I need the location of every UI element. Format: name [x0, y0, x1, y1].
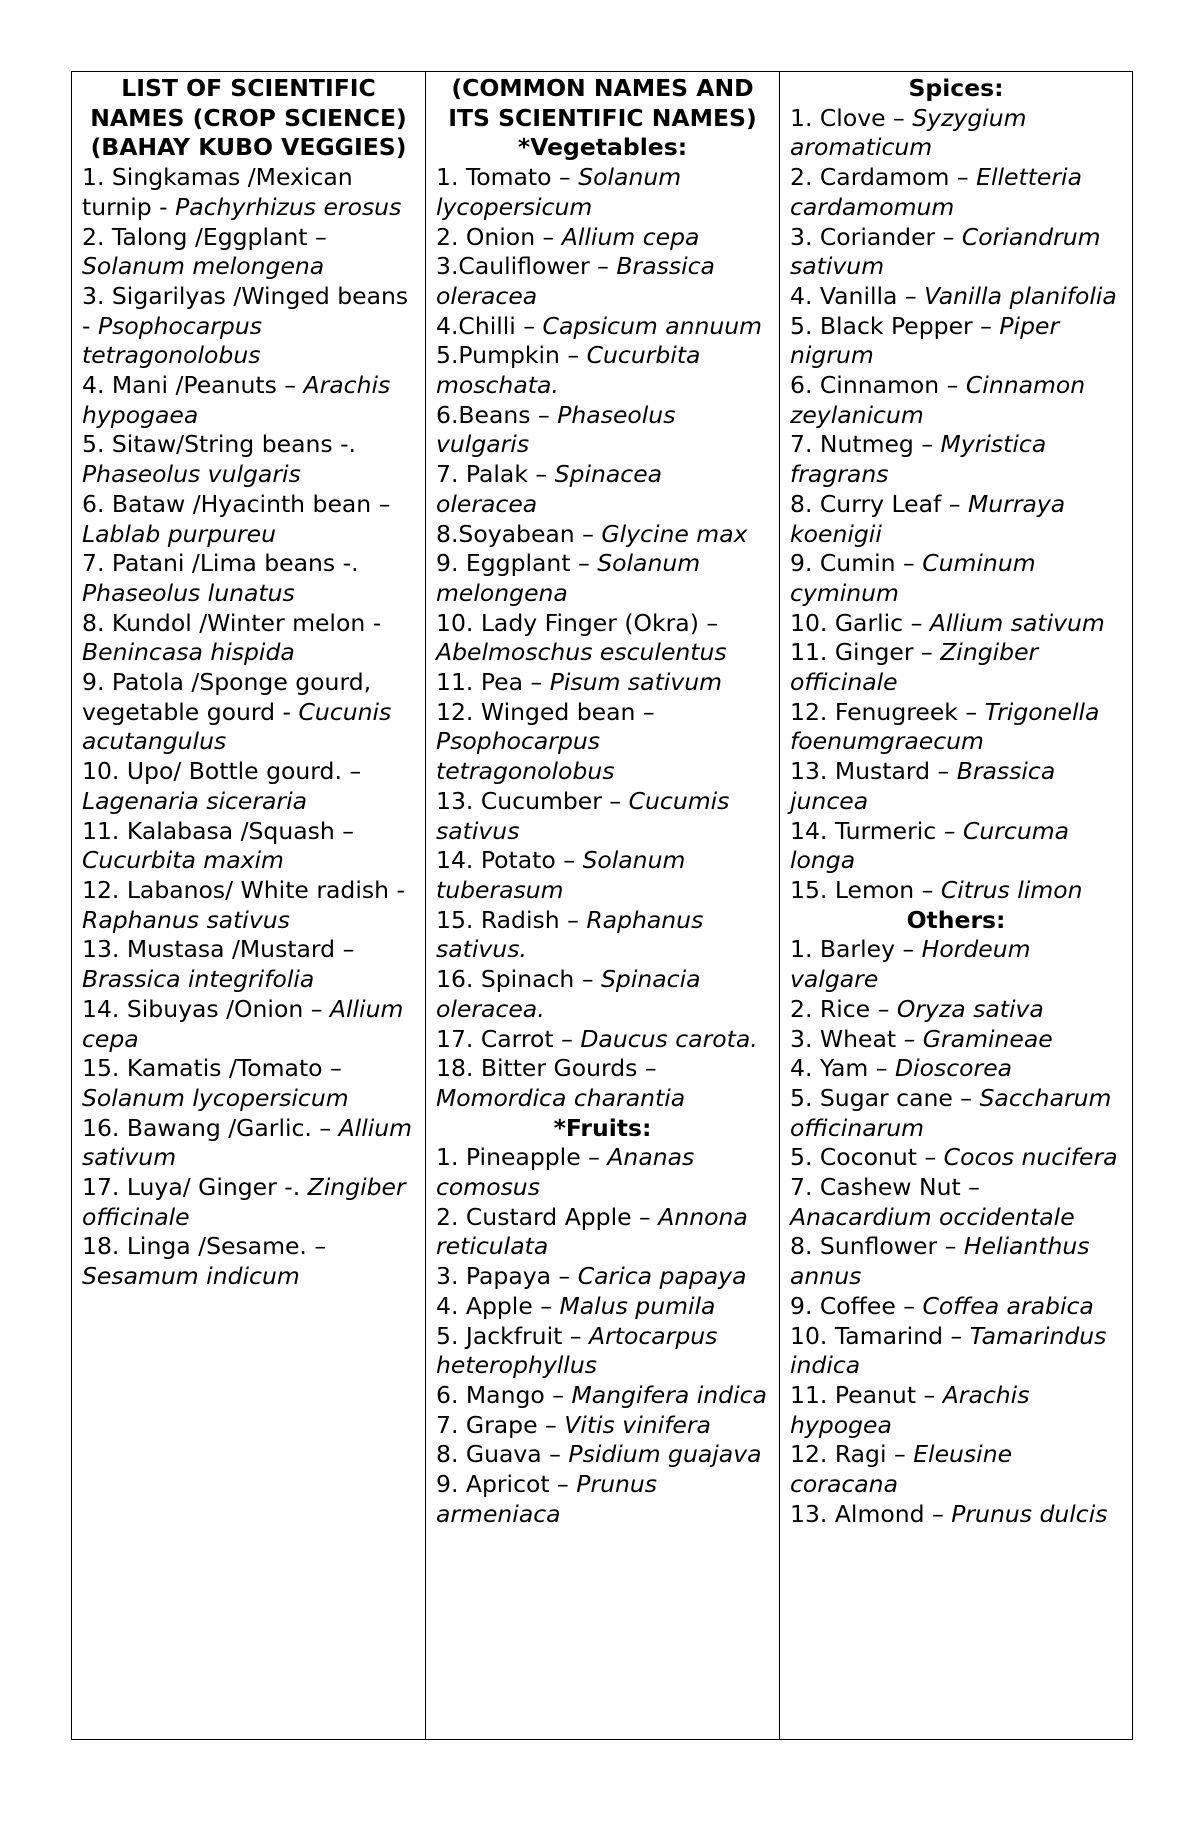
common-name: 4. Apple – — [436, 1291, 560, 1320]
common-name: 1. Tomato – — [436, 163, 579, 192]
common-name: 17. Carrot – — [436, 1024, 581, 1053]
common-name: 5.Pumpkin – — [436, 341, 587, 370]
scientific-name: Zingiber officinale — [82, 1173, 406, 1231]
common-name: 7. Patani /Lima beans -. — [82, 549, 359, 578]
common-name: 8.Soyabean – — [436, 519, 602, 548]
common-name: 15. Kamatis /Tomato – — [82, 1054, 342, 1083]
common-name: 9. Eggplant – — [436, 549, 598, 578]
common-name: 16. Bawang /Garlic. – — [82, 1113, 339, 1142]
list-item — [436, 401, 769, 460]
scientific-name: Annona reticulata — [436, 1202, 748, 1261]
scientific-name: Cinnamon zeylanicum — [790, 371, 1086, 429]
scientific-name: Arachis hypogea — [790, 1380, 1030, 1439]
list-item — [790, 638, 1122, 697]
common-name: 4. Mani /Peanuts – — [82, 371, 304, 400]
common-name: 3. Papaya – — [436, 1262, 578, 1291]
common-name: 4.Chilli – — [436, 311, 543, 340]
common-name: 2. Cardamom – — [790, 163, 977, 192]
common-name: 13. Mustasa /Mustard – — [82, 935, 355, 964]
list-item — [790, 609, 1122, 639]
scientific-name: Gramineae — [922, 1024, 1053, 1053]
list-item — [790, 876, 1122, 906]
section-heading: *Vegetables: — [517, 133, 688, 162]
list-item — [82, 609, 415, 668]
scientific-name: Capsicum annuum — [542, 311, 763, 340]
scientific-name: Lagenaria siceraria — [82, 786, 308, 815]
scientific-name: Trigonella foenumgraecum — [790, 697, 1100, 756]
list-item — [82, 668, 415, 757]
scientific-name: Cucumis sativus — [436, 786, 730, 845]
list-item — [790, 935, 1122, 994]
list-item — [790, 312, 1122, 371]
common-name: 14. Turmeric – — [790, 816, 963, 845]
list-item — [82, 1054, 415, 1113]
common-name: 12. Winged bean – — [436, 697, 655, 726]
scientific-name: Brassica juncea — [790, 757, 1056, 815]
list-item — [790, 163, 1122, 222]
list-item — [790, 1500, 1122, 1530]
common-name: 3. Coriander – — [790, 222, 962, 251]
list-item — [436, 609, 769, 668]
scientific-name: Prunus armeniaca — [436, 1470, 658, 1528]
list-item — [790, 1173, 1122, 1232]
common-name: 16. Spinach – — [436, 965, 602, 994]
scientific-name: Benincasa hispida — [82, 638, 295, 667]
list-item — [82, 430, 415, 489]
common-name: 3.Cauliflower – — [436, 252, 617, 281]
section-heading: LIST OF SCIENTIFIC NAMES (CROP SCIENCE) (BAHAY KUBO VEGGIES) — [90, 74, 407, 162]
list-item — [436, 787, 769, 846]
list-item — [436, 1054, 769, 1113]
common-name: 5. Jackfruit – — [436, 1321, 590, 1350]
scientific-name: Arachis hypogaea — [82, 371, 391, 429]
common-name: 2. Onion – — [436, 222, 562, 251]
list-item — [82, 223, 415, 282]
common-name: 8. Sunflower – — [790, 1232, 964, 1261]
list-item — [436, 846, 769, 905]
common-name: 1. Pineapple – — [436, 1143, 608, 1172]
scientific-name: Allium sativum — [929, 608, 1105, 637]
common-name: 5. Sitaw/String beans -. — [82, 430, 357, 459]
scientific-name: Piper nigrum — [790, 311, 1060, 370]
common-name: 9. Coffee – — [790, 1291, 923, 1320]
scientific-name: Tamarindus indica — [790, 1321, 1107, 1380]
scientific-name: Myristica fragrans — [790, 430, 1047, 489]
list-item — [790, 430, 1122, 489]
scientific-name: Psidium guajava — [568, 1440, 762, 1469]
scientific-name: Cucunis acutangulus — [82, 697, 392, 756]
common-name: 6. Mango – — [436, 1380, 572, 1409]
common-name: 9. Apricot – — [436, 1470, 577, 1499]
scientific-name: Zingiber officinale — [790, 638, 1039, 697]
common-name: 2. Custard Apple – — [436, 1202, 659, 1231]
list-item — [82, 549, 415, 608]
list-item — [436, 1411, 769, 1441]
scientific-name: Phaseolus vulgaris — [436, 400, 676, 459]
common-name: 15. Lemon – — [790, 875, 941, 904]
scientific-name: Anacardium occidentale — [790, 1202, 1075, 1231]
list-item — [436, 1143, 769, 1202]
list-item — [790, 1084, 1122, 1143]
common-name: 8. Kundol /Winter melon - — [82, 608, 382, 637]
scientific-name: Murraya koenigii — [790, 489, 1066, 548]
common-name: 12. Fenugreek – — [790, 697, 985, 726]
scientific-name: Elletteria cardamomum — [790, 163, 1082, 221]
list-item — [436, 1292, 769, 1322]
scientific-name: Allium cepa — [82, 994, 404, 1053]
list-item — [436, 1470, 769, 1529]
scientific-name: Psophocarpus tetragonolobus — [436, 727, 615, 786]
common-name: 2. Talong /Eggplant – — [82, 222, 327, 251]
common-name: 17. Luya/ Ginger -. — [82, 1173, 308, 1202]
list-item — [436, 1262, 769, 1292]
scientific-name: Solanum melongena — [82, 252, 325, 281]
list-item — [790, 1322, 1122, 1381]
scientific-name: Momordica charantia — [436, 1083, 686, 1112]
scientific-name: Coffea arabica — [922, 1291, 1094, 1320]
list-item — [436, 1025, 769, 1055]
scientific-name: Solanum lycopersicum — [436, 163, 682, 221]
scientific-name: Cucurbita maxim — [82, 846, 284, 875]
common-name: 13. Almond – — [790, 1499, 952, 1528]
scientific-name: Lablab purpureu — [82, 519, 277, 548]
scientific-name: Citrus limon — [940, 875, 1083, 904]
common-name: 9. Patola /Sponge gourd, vegetable gourd - — [82, 668, 372, 726]
list-item — [790, 1025, 1122, 1055]
list-item — [790, 817, 1122, 876]
list-item — [790, 1292, 1122, 1322]
list-item — [790, 1143, 1122, 1173]
common-name: 9. Cumin – — [790, 549, 923, 578]
scientific-name: Phaseolus lunatus — [82, 578, 295, 607]
common-name: 7. Palak – — [436, 460, 555, 489]
scientific-name: Cucurbita moschata. — [436, 341, 701, 400]
common-name: 13. Mustard – — [790, 757, 957, 786]
list-item — [436, 312, 769, 342]
scientific-name: Dioscorea — [895, 1054, 1013, 1083]
scientific-name: Ananas comosus — [436, 1143, 695, 1202]
list-item — [790, 549, 1122, 608]
list-item — [790, 698, 1122, 757]
common-name: 3. Wheat – — [790, 1024, 923, 1053]
scientific-name: Phaseolus vulgaris — [82, 460, 301, 489]
scientific-names-table — [71, 71, 1133, 1740]
common-name: 3. Sigarilyas /Winged beans - — [82, 281, 409, 340]
scientific-name: Curcuma longa — [790, 816, 1070, 875]
list-item — [790, 282, 1122, 312]
common-name: 14. Sibuyas /Onion – — [82, 994, 330, 1023]
common-name: 10. Tamarind – — [790, 1321, 970, 1350]
common-name: 7. Nutmeg – — [790, 430, 941, 459]
list-item — [436, 549, 769, 608]
scientific-name: Spinacia oleracea. — [436, 965, 701, 1023]
list-item — [436, 698, 769, 787]
list-item — [436, 668, 769, 698]
list-item — [82, 1173, 415, 1232]
column-spices-others — [780, 72, 1132, 1739]
list-item — [436, 965, 769, 1024]
list-item — [82, 817, 415, 876]
scientific-name: Helianthus annus — [790, 1232, 1090, 1291]
common-name: 7. Cashew Nut – — [790, 1173, 980, 1202]
list-item — [82, 1114, 415, 1173]
scientific-name: Solanum melongena — [436, 549, 701, 607]
scientific-name: Raphanus sativus. — [436, 905, 704, 964]
list-item — [436, 520, 769, 550]
scientific-name: Carica papaya — [577, 1262, 747, 1291]
list-item — [436, 1381, 769, 1411]
scientific-name: Mangifera indica — [571, 1380, 767, 1409]
common-name: 5. Sugar cane – — [790, 1083, 980, 1112]
common-name: 11. Peanut – — [790, 1380, 943, 1409]
list-item — [82, 282, 415, 371]
scientific-name: Glycine max — [601, 519, 748, 548]
list-item — [82, 935, 415, 994]
common-name: 2. Rice – — [790, 994, 897, 1023]
list-item — [82, 371, 415, 430]
common-name: 4. Vanilla – — [790, 281, 925, 310]
common-name: 6.Beans – — [436, 400, 558, 429]
common-name: 12. Ragi – — [790, 1440, 914, 1469]
section-heading: Spices: — [908, 74, 1004, 102]
common-name: 1. Singkamas /Mexican turnip - — [82, 163, 353, 221]
common-name: 7. Grape – — [436, 1410, 565, 1439]
scientific-name: Oryza sativa — [896, 994, 1044, 1023]
scientific-name: Brassica integrifolia — [82, 965, 315, 994]
common-name: 1. Clove – — [790, 103, 913, 132]
list-item — [790, 995, 1122, 1025]
common-name: 5. Coconut – — [790, 1143, 944, 1172]
list-item — [436, 460, 769, 519]
scientific-name: Hordeum valgare — [790, 935, 1031, 994]
common-name: 15. Radish – — [436, 905, 587, 934]
list-item — [790, 757, 1122, 816]
common-name: 13. Cucumber – — [436, 786, 629, 815]
common-name: 14. Potato – — [436, 846, 583, 875]
column-vegetables-fruits — [426, 72, 780, 1739]
scientific-name: Daucus carota. — [580, 1024, 758, 1053]
list-item — [790, 223, 1122, 282]
scientific-name: Vanilla planifolia — [924, 281, 1117, 310]
list-item — [790, 371, 1122, 430]
common-name: 8. Curry Leaf – — [790, 489, 968, 518]
common-name: 11. Pea – — [436, 668, 550, 697]
column-bahay-kubo — [72, 72, 426, 1739]
list-item — [436, 223, 769, 253]
section-heading: Others: — [906, 905, 1006, 934]
common-name: 6. Cinnamon – — [790, 371, 966, 400]
common-name: 11. Ginger – — [790, 638, 941, 667]
list-item — [82, 490, 415, 549]
list-item — [436, 1440, 769, 1470]
list-item — [436, 252, 769, 311]
list-item — [82, 876, 415, 935]
scientific-name: Vitis vinifera — [564, 1410, 711, 1439]
list-item — [790, 1232, 1122, 1291]
common-name: 18. Bitter Gourds – — [436, 1054, 657, 1083]
common-name: 10. Upo/ Bottle gourd. – — [82, 757, 362, 786]
list-item — [82, 757, 415, 816]
list-item — [790, 490, 1122, 549]
common-name: 10. Garlic – — [790, 608, 930, 637]
list-item — [436, 163, 769, 222]
list-item — [82, 995, 415, 1054]
common-name: 10. Lady Finger (Okra) – — [436, 608, 719, 637]
common-name: 6. Bataw /Hyacinth bean – — [82, 489, 391, 518]
scientific-name: Pisum sativum — [549, 668, 723, 697]
scientific-name: Solanum tuberasum — [436, 846, 686, 904]
scientific-name: Malus pumila — [559, 1291, 716, 1320]
scientific-name: Raphanus sativus — [82, 905, 290, 934]
scientific-name: Solanum lycopersicum — [82, 1083, 349, 1112]
common-name: 8. Guava – — [436, 1440, 569, 1469]
common-name: 11. Kalabasa /Squash – — [82, 816, 355, 845]
list-item — [82, 1232, 415, 1291]
list-item — [790, 1054, 1122, 1084]
scientific-name: Cocos nucifera — [943, 1143, 1118, 1172]
scientific-name: Allium sativum — [82, 1113, 413, 1172]
common-name: 5. Black Pepper – — [790, 311, 1000, 340]
scientific-name: Eleusine coracana — [790, 1440, 1013, 1499]
scientific-name: Syzygium aromaticum — [790, 103, 1027, 162]
list-item — [436, 1203, 769, 1262]
list-item — [82, 163, 415, 222]
scientific-name: Pachyrhizus erosus — [175, 192, 402, 221]
scientific-name: Prunus dulcis — [951, 1499, 1108, 1528]
common-name: 12. Labanos/ White radish - — [82, 875, 405, 904]
list-item — [790, 1440, 1122, 1499]
common-name: 18. Linga /Sesame. – — [82, 1232, 327, 1261]
list-item — [436, 1322, 769, 1381]
list-item — [436, 906, 769, 965]
list-item — [790, 1381, 1122, 1440]
section-heading: (COMMON NAMES AND ITS SCIENTIFIC NAMES) — [448, 74, 757, 132]
scientific-name: Saccharum officinarum — [790, 1083, 1112, 1142]
section-heading: *Fruits: — [553, 1113, 652, 1142]
list-item — [790, 104, 1122, 163]
scientific-name: Cuminum cyminum — [790, 549, 1036, 607]
common-name: 1. Barley – — [790, 935, 922, 964]
scientific-name: Brassica oleracea — [436, 252, 715, 310]
scientific-name: Coriandrum sativum — [790, 222, 1101, 281]
list-item — [436, 341, 769, 400]
scientific-name: Artocarpus heterophyllus — [436, 1321, 718, 1380]
scientific-name: Sesamum indicum — [82, 1262, 300, 1291]
common-name: 4. Yam – — [790, 1054, 895, 1083]
scientific-name: Allium cepa — [561, 222, 700, 251]
scientific-name: Abelmoschus esculentus — [436, 638, 727, 667]
scientific-name: Spinacea oleracea — [436, 460, 663, 518]
scientific-name: Psophocarpus tetragonolobus — [82, 311, 262, 370]
